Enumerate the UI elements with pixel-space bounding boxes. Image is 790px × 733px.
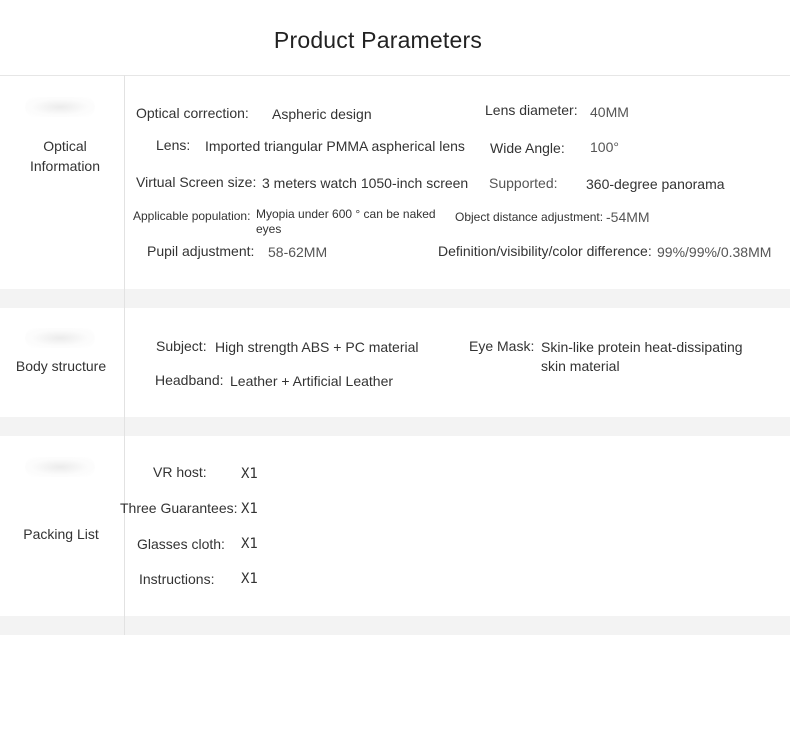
headband-label: Headband: [155,372,224,388]
pupil-adjustment-value: 58-62MM [268,244,328,260]
eye-mask-value: Skin-like protein heat-dissipating skin material [541,339,743,374]
packing-item-label: VR host: [153,464,207,480]
packing-section-icon [25,457,95,477]
optical-correction-label: Optical correction: [136,105,249,121]
definition-value: 99%/99%/0.38MM [657,244,772,260]
population-value: Myopia under 600 ° can be naked eyes [256,207,436,236]
section-separator [0,616,790,635]
supported-label: Supported: [489,175,558,191]
lens-diameter-value: 40MM [590,104,629,120]
packing-item-label: Glasses cloth: [137,536,225,552]
object-distance-value: -54MM [606,209,650,225]
definition-label: Definition/visibility/color difference: [438,243,652,259]
section-separator [0,417,790,436]
body-section-label: Body structure [15,358,107,374]
lens-value: Imported triangular PMMA aspherical lens [205,138,465,154]
lens-diameter-label: Lens diameter: [485,102,578,118]
packing-item-qty: X1 [241,536,258,552]
packing-item-label: Instructions: [139,571,215,587]
packing-item-qty: X1 [241,571,258,587]
optical-label-line1: Optical [43,138,87,154]
packing-section-label: Packing List [23,526,99,542]
subject-value: High strength ABS + PC material [215,339,419,355]
packing-item-label: Three Guarantees: [120,500,238,516]
optical-correction-value: Aspheric design [272,106,372,122]
wide-angle-label: Wide Angle: [490,140,565,156]
body-section-icon [25,328,95,348]
wide-angle-value: 100° [590,139,619,155]
pupil-adjustment-label: Pupil adjustment: [147,243,255,259]
lens-label: Lens: [156,137,191,153]
optical-section-label [14,136,116,176]
supported-value: 360-degree panorama [586,176,725,192]
packing-item-qty: X1 [241,501,258,517]
packing-item-qty: X1 [241,466,258,482]
page-title: Product Parameters [273,27,483,53]
section-separator [0,289,790,308]
optical-label-line2: Information [29,158,101,174]
object-distance-label: Object distance adjustment: [455,210,604,224]
eye-mask-label: Eye Mask: [469,338,535,354]
subject-label: Subject: [156,338,207,354]
column-divider [124,75,125,635]
population-label: Applicable population: [133,209,251,223]
headband-value: Leather + Artificial Leather [230,373,394,389]
top-divider [0,75,790,76]
virtual-screen-value: 3 meters watch 1050-inch screen [262,175,469,191]
optical-section-icon [25,97,95,117]
virtual-screen-label: Virtual Screen size: [136,174,257,190]
